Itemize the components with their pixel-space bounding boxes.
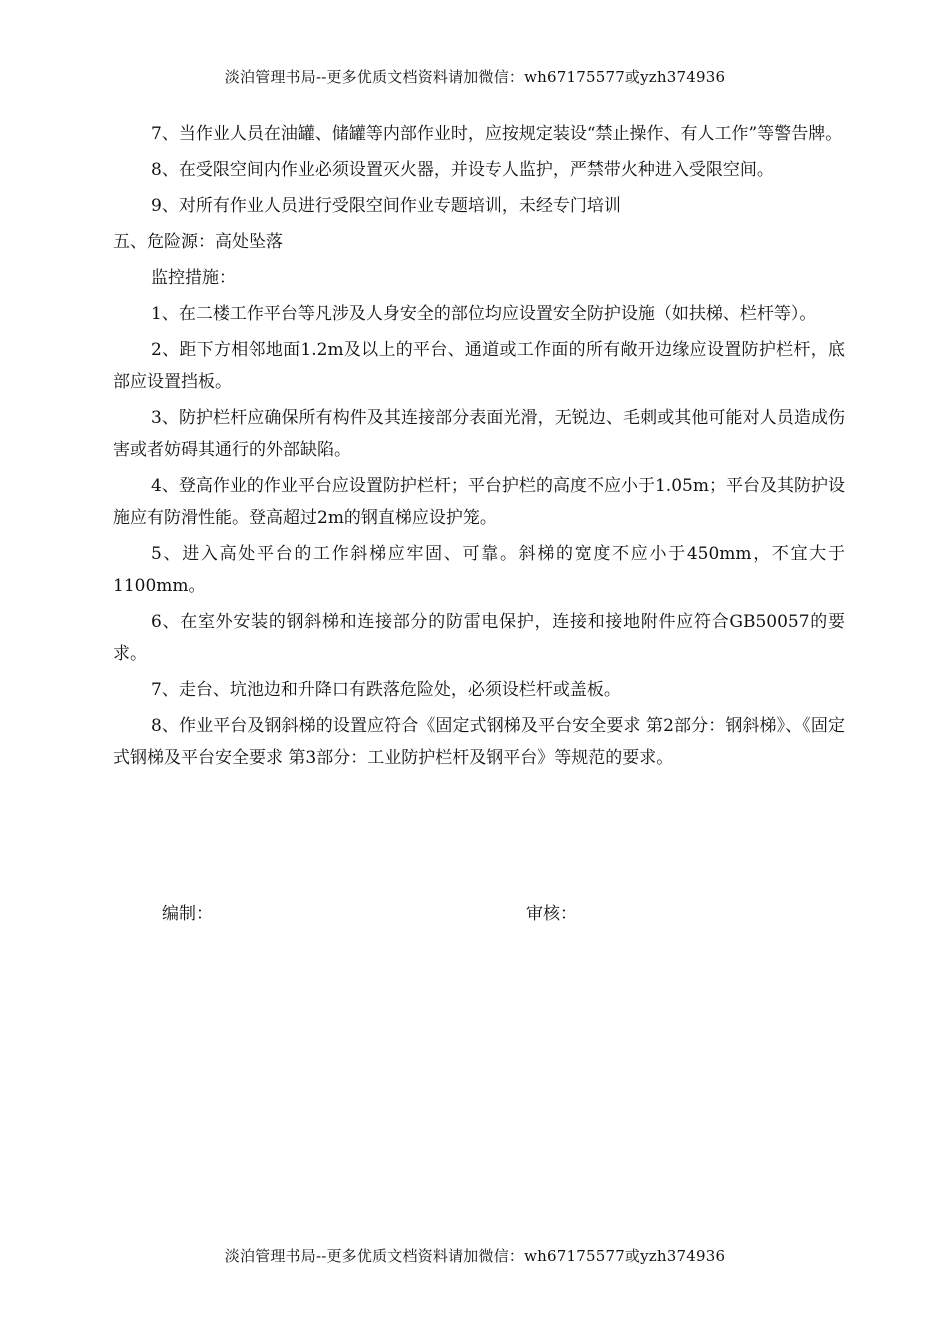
measure-item-2: 2、距下方相邻地面1.2m及以上的平台、通道或工作面的所有敞开边缘应设置防护栏杆，底部应设置挡板。: [113, 340, 845, 392]
measure-item-6: 6、在室外安装的钢斜梯和连接部分的防雷电保护，连接和接地附件应符合GB50057的要求。: [113, 612, 845, 664]
measure-item-5: 5、进入高处平台的工作斜梯应牢固、可靠。斜梯的宽度不应小于450mm，不宜大于1100mm。: [113, 544, 845, 596]
section-heading: 五、危险源：高处坠落: [113, 232, 283, 252]
paragraph-item-7: 7、当作业人员在油罐、储罐等内部作业时，应按规定装设“禁止操作、有人工作”等警告牌。: [151, 124, 843, 144]
page-header: 淡泊管理书局--更多优质文档资料请加微信：wh67175577或yzh374936: [224, 68, 726, 86]
document-body: [113, 118, 845, 778]
paragraph-item-8: 8、在受限空间内作业必须设置灭火器，并设专人监护，严禁带火种进入受限空间。: [151, 160, 774, 180]
page-footer: 淡泊管理书局--更多优质文档资料请加微信：wh67175577或yzh374936: [224, 1247, 726, 1265]
measure-item-4: 4、登高作业的作业平台应设置防护栏杆；平台护栏的高度不应小于1.05m；平台及其防护设施应有防滑性能。登高超过2m的钢直梯应设护笼。: [113, 476, 845, 528]
measure-item-3: 3、防护栏杆应确保所有构件及其连接部分表面光滑，无锐边、毛刺或其他可能对人员造成伤害或者妨碍其通行的外部缺陷。: [113, 408, 845, 460]
editor-label: 编制：: [162, 904, 213, 924]
measure-item-8: 8、作业平台及钢斜梯的设置应符合《固定式钢梯及平台安全要求 第2部分：钢斜梯》、《固定式钢梯及平台安全要求 第3部分：工业防护栏杆及钢平台》等规范的要求。: [113, 716, 845, 768]
paragraph-item-9: 9、对所有作业人员进行受限空间作业专题培训，未经专门培训: [151, 196, 621, 216]
measures-label: 监控措施：: [151, 268, 236, 288]
reviewer-label: 审核：: [526, 904, 577, 924]
measure-item-7: 7、走台、坑池边和升降口有跌落危险处，必须设栏杆或盖板。: [151, 680, 621, 700]
measure-item-1: 1、在二楼工作平台等凡涉及人身安全的部位均应设置安全防护设施（如扶梯、栏杆等）。: [151, 304, 817, 324]
